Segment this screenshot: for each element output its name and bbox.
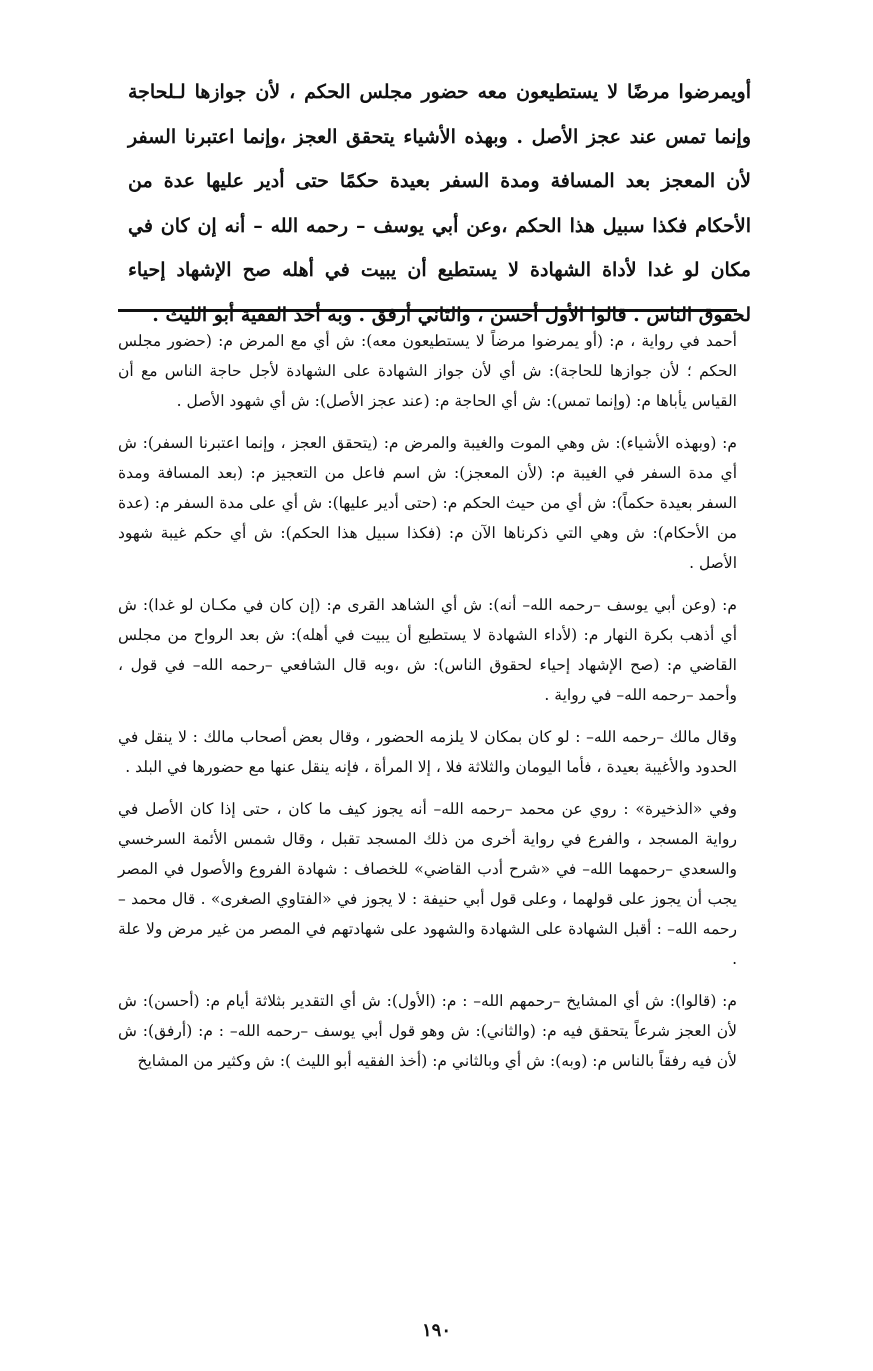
- commentary-paragraph: م: (وبهذه الأشياء): ش وهي الموت والغيبة والمرض م: (يتحقق العجز ، وإنما اعتبرنا السفر): ش أي مدة السفر في الغيبة م: (لأن المعجز): ش اسم فاعل من التعجيز م: (بعد المسافة ومدة السفر بعيدة حكماً): ش أي من حيث الحكم م: (حتى أدير عليها): ش أي على مدة السفر م: (عدة من الأحكام): ش وهي التي ذكرناها الآن م: (فكذا سبيل هذا الحكم): ش أي حكم غيبة شهود الأصل .: [118, 434, 737, 572]
- commentary: [118, 326, 737, 1076]
- separator-line: [118, 309, 737, 312]
- commentary-paragraph: وفي «الذخيرة» : روي عن محمد –رحمه الله– أنه يجوز كيف ما كان ، حتى إذا كان الأصل في رواية المسجد ، والفرع في رواية أخرى من ذلك المسجد تقبل ، وقال شمس الأئمة السرخسي والسعدي –رحمهما الله– في «شرح أدب القاضي» للخصاف : شهادة الفروع والأصول في المصر يجب أن يجوز على قولهما ، وعلى قول أبي حنيفة : لا يجوز في «الفتاوي الصغرى» . قال محمد –رحمه الله– : أقبل الشهادة على الشهادة والشهود على شهادتهم في المصر من غير مرض ولا علة .: [118, 800, 737, 968]
- main-text: أويمرضوا مرضًا لا يستطيعون معه حضور مجلس الحكم ، لأن جوازها لـلحاجة وإنما تمس عند عجز الأصل . وبهذه الأشياء يتحقق العجز ،وإنما اعتبرنا السفر لأن المعجز بعد المسافة ومدة السفر بعيدة حكمًا حتى أدير عليها عدة من الأحكام فكذا سبيل هذا الحكم ،وعن أبي يوسف – رحمه الله – أنه إن كان في مكان لو غدا لأداة الشهادة لا يستطيع أن يبيت في أهله صح الإشهاد إحياء لحقوق الناس . قالوا الأول أحسن ، والثاني أرفق . وبه أخذ الفقية أبو الليث .: [128, 81, 751, 326]
- commentary-paragraph: م: (قالوا): ش أي المشايخ –رحمهم الله– : م: (الأول): ش أي التقدير بثلاثة أيام م: (أحسن): ش لأن العجز شرعاً يتحقق فيه م: (والثاني): ش وهو قول أبي يوسف –رحمه الله– : م: (أرفق): ش لأن فيه رفقاً بالناس م: (وبه): ش أي وبالثاني م: (أخذ الفقيه أبو الليث ): ش وكثير من المشايخ: [118, 992, 737, 1070]
- commentary-paragraph: أحمد في رواية ، م: (أو يمرضوا مرضاً لا يستطيعون معه): ش أي مع المرض م: (حضور مجلس الحكم ؛ لأن جوازها للحاجة): ش أي لأن جواز الشهادة على الشهادة لأجل حاجة الناس مع أن القياس يأباها م: (وإنما تمس): ش أي الحاجة م: (عند عجز الأصل): ش أي شهود الأصل .: [118, 332, 737, 410]
- page-number: ١٩٠: [421, 1320, 451, 1341]
- commentary-paragraph: وقال مالك –رحمه الله– : لو كان بمكان لا يلزمه الحضور ، وقال بعض أصحاب مالك : لا ينقل في الحدود والأغيبة بعيدة ، فأما اليومان والثلاثة فلا ، إلا المرأة ، فإنه ينقل عنها مع حضورها في البلد .: [118, 728, 737, 776]
- commentary-paragraph: م: (وعن أبي يوسف –رحمه الله– أنه): ش أي الشاهد القرى م: (إن كان في مكـان لو غدا): ش أي أذهب بكرة النهار م: (لأداء الشهادة لا يستطيع أن يبيت في أهله): ش بعد الرواح من مجلس القاضي م: (صح الإشهاد إحياء لحقوق الناس): ش ،وبه قال الشافعي –رحمه الله– في قول ، وأحمد –رحمه الله– في رواية .: [118, 596, 737, 704]
